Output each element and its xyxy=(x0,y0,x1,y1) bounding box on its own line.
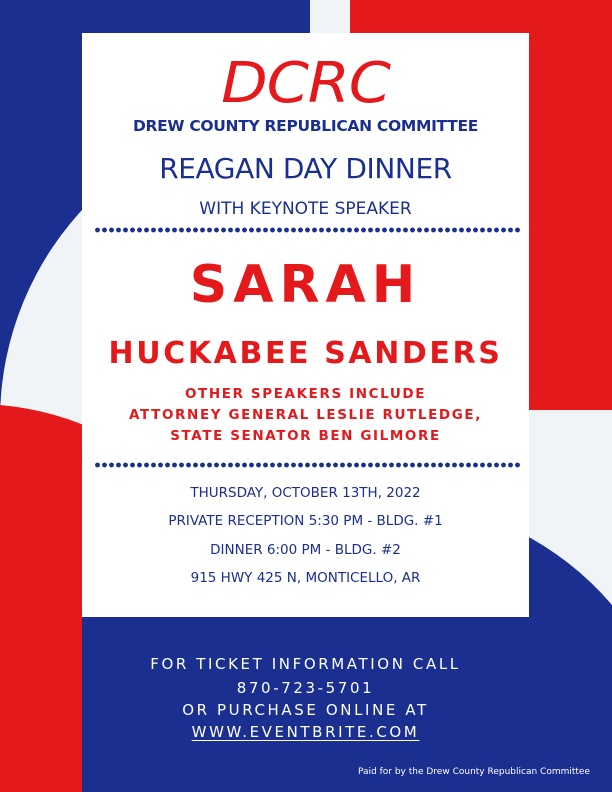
ticket-phone[interactable]: 870-723-5701 xyxy=(236,679,375,697)
flyer-card xyxy=(82,33,529,617)
dcrc-logo: DCRC xyxy=(221,51,390,116)
dotted-divider-top xyxy=(94,227,521,233)
paid-for-disclaimer: Paid for by the Drew County Republican Committee xyxy=(358,767,590,777)
speaker-last-name: HUCKABEE SANDERS xyxy=(108,336,503,371)
event-address: 915 HWY 425 N, MONTICELLO, AR xyxy=(190,570,421,586)
other-speakers-line: STATE SENATOR BEN GILMORE xyxy=(170,428,441,444)
other-speakers-line: ATTORNEY GENERAL LESLIE RUTLEDGE, xyxy=(129,407,482,423)
speaker-first-name: SARAH xyxy=(189,255,422,315)
committee-name: DREW COUNTY REPUBLICAN COMMITTEE xyxy=(132,117,479,135)
eventbrite-link[interactable]: WWW.EVENTBRITE.COM xyxy=(191,723,420,741)
event-date: THURSDAY, OCTOBER 13TH, 2022 xyxy=(190,485,421,501)
keynote-subtitle: WITH KEYNOTE SPEAKER xyxy=(199,199,412,219)
dotted-divider-bottom xyxy=(94,462,521,468)
event-title: REAGAN DAY DINNER xyxy=(159,152,452,185)
reception-time: PRIVATE RECEPTION 5:30 PM - BLDG. #1 xyxy=(168,513,443,529)
ticket-info-line: FOR TICKET INFORMATION CALL xyxy=(150,655,461,673)
other-speakers xyxy=(82,384,529,447)
ticket-online-line: OR PURCHASE ONLINE AT xyxy=(182,701,429,719)
dinner-time: DINNER 6:00 PM - BLDG. #2 xyxy=(210,542,401,558)
other-speakers-line: OTHER SPEAKERS INCLUDE xyxy=(184,386,427,402)
